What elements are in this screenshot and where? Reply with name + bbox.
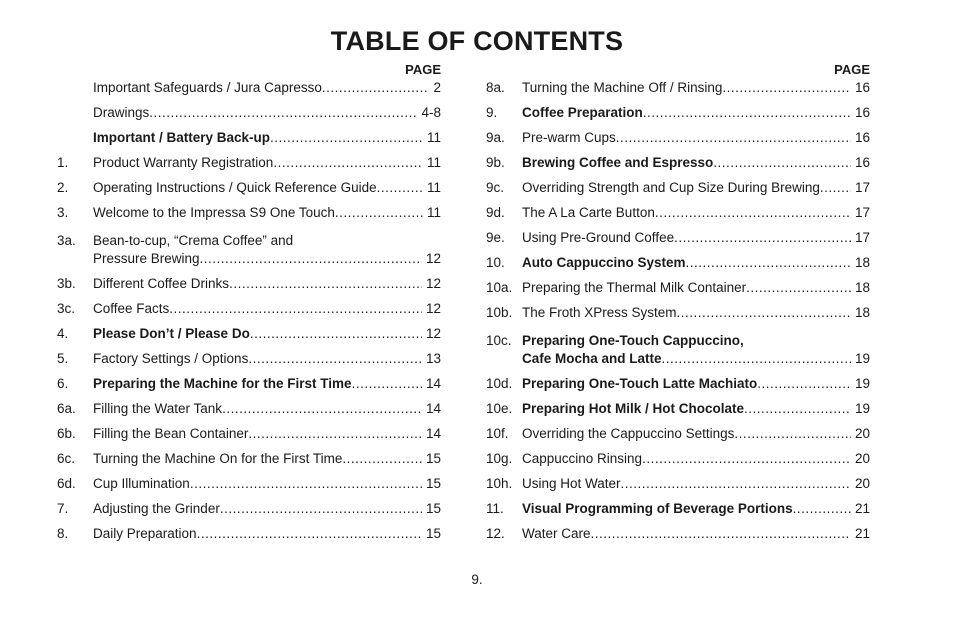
dot-leader: [200, 250, 422, 268]
toc-entry[interactable]: [486, 375, 870, 393]
toc-entry-page: 19: [854, 351, 870, 366]
toc-entry-title: Using Pre-Ground Coffee: [522, 230, 675, 245]
dot-leader: [190, 475, 422, 493]
toc-entry-number: 10d.: [486, 376, 513, 391]
toc-entry-number: 9c.: [486, 180, 505, 195]
dot-leader: [722, 79, 851, 97]
toc-entry-title: Drawings: [93, 105, 150, 120]
toc-entry-number: 9b.: [486, 155, 505, 170]
toc-entry-title: Auto Cappuccino System: [522, 255, 686, 270]
toc-entry[interactable]: [57, 300, 441, 318]
toc-entry-number: 10h.: [486, 476, 513, 491]
toc-entry-title: Pre-warm Cups: [522, 130, 616, 145]
toc-entry[interactable]: [57, 179, 441, 197]
toc-entry[interactable]: [486, 254, 870, 272]
toc-entry-page: 12: [425, 326, 441, 341]
toc-entry-title: Preparing the Thermal Milk Container: [522, 280, 747, 295]
dot-leader: [248, 350, 422, 368]
toc-entry[interactable]: [486, 332, 870, 368]
toc-entry-page: 14: [425, 426, 441, 441]
dot-leader: [655, 204, 851, 222]
toc-entry[interactable]: [486, 450, 870, 468]
toc-entry-title: Preparing One-Touch Latte Machiato: [522, 376, 758, 391]
toc-entry-number: 3.: [57, 205, 69, 220]
toc-entry-number: 10f.: [486, 426, 509, 441]
toc-entry[interactable]: [57, 375, 441, 393]
toc-entry[interactable]: [486, 104, 870, 122]
toc-entry-title: Product Warranty Registration: [93, 155, 274, 170]
toc-entry-page: 4-8: [421, 105, 441, 120]
toc-entry-number: 3b.: [57, 276, 76, 291]
dot-leader: [662, 350, 851, 368]
toc-entry-number: 9.: [486, 105, 498, 120]
toc-entry-title: Filling the Bean Container: [93, 426, 249, 441]
dot-leader: [335, 204, 423, 222]
toc-entry-number: 4.: [57, 326, 69, 341]
toc-entry[interactable]: [486, 229, 870, 247]
page-column-header: PAGE: [834, 62, 870, 77]
toc-entry-page: 12: [425, 251, 441, 266]
toc-entry-title: Different Coffee Drinks: [93, 276, 230, 291]
page-title: TABLE OF CONTENTS: [330, 26, 624, 56]
toc-entry[interactable]: [57, 500, 441, 518]
toc-entry-number: 3c.: [57, 301, 76, 316]
toc-entry-title: Turning the Machine Off / Rinsing: [522, 80, 723, 95]
toc-entry[interactable]: [486, 475, 870, 493]
toc-entry-number: 1.: [57, 155, 69, 170]
toc-entry[interactable]: [486, 279, 870, 297]
toc-left-list: [57, 79, 441, 543]
toc-entry-title: The A La Carte Button: [522, 205, 655, 220]
toc-entry-title: Please Don’t / Please Do: [93, 326, 250, 341]
dot-leader: [616, 129, 851, 147]
toc-entry-page: 17: [854, 205, 870, 220]
toc-entry-title: Important / Battery Back-up: [93, 130, 271, 145]
dot-leader: [686, 254, 851, 272]
toc-entry-number: 10e.: [486, 401, 513, 416]
toc-entry[interactable]: [486, 129, 870, 147]
toc-entry-page: 16: [854, 130, 870, 145]
toc-right-list: [486, 79, 870, 543]
dot-leader: [757, 375, 851, 393]
toc-entry-number: 10c.: [486, 333, 512, 348]
toc-entry-page: 18: [854, 255, 870, 270]
toc-entry-title: Factory Settings / Options: [93, 351, 249, 366]
dot-leader: [342, 450, 422, 468]
toc-entry-title: Coffee Preparation: [522, 105, 643, 120]
dot-leader: [322, 79, 430, 97]
toc-entry-title: Cappuccino Rinsing: [522, 451, 643, 466]
toc-entry-title: Using Hot Water: [522, 476, 621, 491]
toc-entry[interactable]: [57, 450, 441, 468]
toc-entry-page: 19: [854, 401, 870, 416]
toc-entry[interactable]: [57, 425, 441, 443]
dot-leader: [734, 425, 851, 443]
toc-entry-page: 15: [425, 526, 441, 541]
toc-entry-page: 14: [425, 376, 441, 391]
toc-entry[interactable]: [57, 232, 441, 268]
dot-leader: [169, 300, 422, 318]
toc-entry-number: 6.: [57, 376, 69, 391]
toc-entry-number: 2.: [57, 180, 69, 195]
toc-entry[interactable]: [57, 525, 441, 543]
toc-entry-title: Overriding the Cappuccino Settings: [522, 426, 735, 441]
toc-entry[interactable]: [57, 104, 441, 122]
toc-entry-page: 15: [425, 451, 441, 466]
toc-entry[interactable]: [57, 325, 441, 343]
toc-entry-number: 10b.: [486, 305, 513, 320]
toc-entry-number: 9a.: [486, 130, 505, 145]
toc-entry-title: Bean-to-cup, “Crema Coffee” and: [93, 233, 294, 248]
toc-entry-page: 18: [854, 305, 870, 320]
toc-entry-title: Brewing Coffee and Espresso: [522, 155, 714, 170]
toc-entry-page: 20: [854, 451, 870, 466]
toc-entry-number: 6b.: [57, 426, 76, 441]
toc-entry-page: 11: [426, 130, 441, 145]
dot-leader: [820, 179, 851, 197]
toc-entry-number: 6c.: [57, 451, 76, 466]
toc-entry-page: 13: [425, 351, 441, 366]
toc-entry-number: 12.: [486, 526, 505, 541]
toc-entry[interactable]: [57, 129, 441, 147]
toc-entry-number: 10.: [486, 255, 505, 270]
toc-entry-title: The Froth XPress System: [522, 305, 677, 320]
toc-entry-title: Visual Programming of Beverage Portions: [522, 501, 793, 516]
toc-entry-number: 6d.: [57, 476, 76, 491]
dot-leader: [270, 129, 423, 147]
toc-entry-number: 6a.: [57, 401, 76, 416]
dot-leader: [591, 525, 851, 543]
toc-entry-page: 17: [854, 230, 870, 245]
toc-entry-title: Cafe Mocha and Latte: [522, 351, 662, 366]
toc-entry-number: 3a.: [57, 233, 76, 248]
toc-entry[interactable]: [57, 350, 441, 368]
dot-leader: [229, 275, 422, 293]
toc-entry[interactable]: [486, 425, 870, 443]
dot-leader: [642, 450, 851, 468]
toc-entry-page: 21: [854, 526, 870, 541]
toc-entry-page: 18: [854, 280, 870, 295]
toc-entry-number: 10g.: [486, 451, 513, 466]
toc-entry-title: Preparing One-Touch Cappuccino,: [522, 333, 744, 348]
toc-entry-title: Overriding Strength and Cup Size During Brewing: [522, 180, 820, 195]
toc-entry-number: 8.: [57, 526, 69, 541]
toc-entry[interactable]: [486, 179, 870, 197]
toc-right-column: [486, 62, 870, 543]
toc-entry-page: 12: [425, 276, 441, 291]
toc-entry[interactable]: [57, 475, 441, 493]
toc-entry-title: Preparing Hot Milk / Hot Chocolate: [522, 401, 745, 416]
toc-entry-page: 15: [425, 501, 441, 516]
toc-entry-page: 15: [425, 476, 441, 491]
toc-entry-page: 16: [854, 80, 870, 95]
toc-entry-number: 10a.: [486, 280, 513, 295]
dot-leader: [621, 475, 851, 493]
toc-left-column: [57, 62, 441, 543]
dot-leader: [220, 500, 422, 518]
toc-entry-title: Preparing the Machine for the First Time: [93, 376, 352, 391]
toc-entry-number: 5.: [57, 351, 69, 366]
toc-entry-number: 9e.: [486, 230, 505, 245]
toc-entry-title: Welcome to the Impressa S9 One Touch: [93, 205, 335, 220]
toc-entry[interactable]: [486, 525, 870, 543]
dot-leader: [273, 154, 423, 172]
dot-leader: [248, 425, 422, 443]
toc-entry[interactable]: [57, 79, 441, 97]
page-number: 9.: [471, 572, 483, 587]
toc-entry-title: Turning the Machine On for the First Time: [93, 451, 343, 466]
toc-entry-page: 2: [433, 80, 441, 95]
dot-leader: [250, 325, 422, 343]
toc-entry[interactable]: [57, 275, 441, 293]
dot-leader: [377, 179, 423, 197]
toc-entry-number: 8a.: [486, 80, 505, 95]
dot-leader: [352, 375, 422, 393]
toc-entry-page: 11: [426, 155, 441, 170]
toc-entry[interactable]: [486, 154, 870, 172]
toc-entry-number: 9d.: [486, 205, 505, 220]
toc-entry-page: 14: [425, 401, 441, 416]
toc-entry-title: Water Care: [522, 526, 591, 541]
toc-entry[interactable]: [57, 204, 441, 222]
dot-leader: [746, 279, 851, 297]
toc-entry-title: Cup Illumination: [93, 476, 190, 491]
toc-entry-number: 7.: [57, 501, 69, 516]
toc-entry[interactable]: [486, 500, 870, 518]
toc-entry-page: 19: [854, 376, 870, 391]
toc-entry-page: 20: [854, 426, 870, 441]
toc-entry-page: 11: [426, 180, 441, 195]
toc-entry[interactable]: [486, 400, 870, 418]
dot-leader: [149, 104, 417, 122]
toc-entry-number: 11.: [486, 501, 504, 516]
toc-entry-page: 20: [854, 476, 870, 491]
toc-entry[interactable]: [57, 154, 441, 172]
toc-entry-title: Pressure Brewing: [93, 251, 200, 266]
toc-entry-page: 21: [854, 501, 870, 516]
toc-entry-title: Adjusting the Grinder: [93, 501, 220, 516]
toc-entry-title: Important Safeguards / Jura Capresso: [93, 80, 322, 95]
dot-leader: [677, 304, 851, 322]
dot-leader: [744, 400, 851, 418]
toc-entry-title: Filling the Water Tank: [93, 401, 223, 416]
toc-entry-page: 17: [854, 180, 870, 195]
toc-entry[interactable]: [486, 204, 870, 222]
toc-entry-title: Operating Instructions / Quick Reference Guide: [93, 180, 377, 195]
dot-leader: [674, 229, 851, 247]
toc-entry-title: Coffee Facts: [93, 301, 170, 316]
dot-leader: [793, 500, 851, 518]
dot-leader: [222, 400, 422, 418]
toc-entry-page: 11: [426, 205, 441, 220]
toc-entry-page: 12: [425, 301, 441, 316]
toc-entry-page: 16: [854, 105, 870, 120]
toc-entry[interactable]: [486, 79, 870, 97]
toc-entry-page: 16: [854, 155, 870, 170]
toc-entry-title: Daily Preparation: [93, 526, 197, 541]
dot-leader: [197, 525, 422, 543]
page-column-header: PAGE: [405, 62, 441, 77]
toc-entry[interactable]: [57, 400, 441, 418]
toc-entry[interactable]: [486, 304, 870, 322]
dot-leader: [713, 154, 851, 172]
dot-leader: [643, 104, 851, 122]
